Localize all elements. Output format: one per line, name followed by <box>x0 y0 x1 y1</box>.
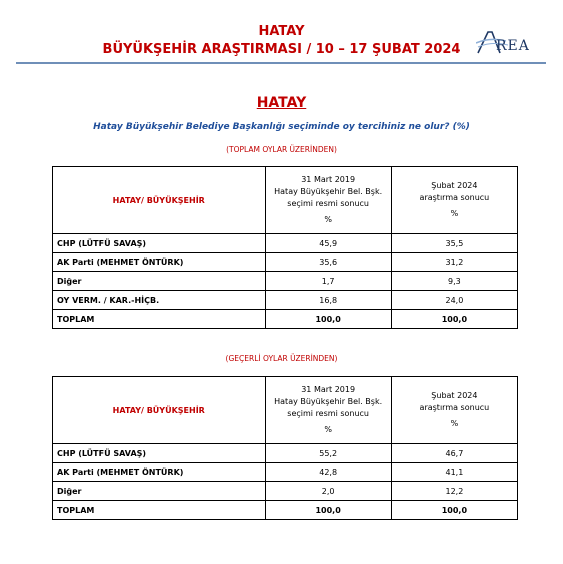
section-title: HATAY <box>256 95 307 111</box>
value-2024: 31,2 <box>391 253 517 272</box>
table-row <box>53 444 518 463</box>
value-2019: 45,9 <box>265 234 391 253</box>
row-label: CHP (LÜTFÜ SAVAŞ) <box>53 444 266 463</box>
value-2019: 100,0 <box>265 310 391 329</box>
value-2024: 9,3 <box>391 272 517 291</box>
col-header-2024-date: Şubat 2024 <box>431 391 478 400</box>
row-label: CHP (LÜTFÜ SAVAŞ) <box>53 234 266 253</box>
value-2024: 41,1 <box>391 463 517 482</box>
col-header-2019-desc: Hatay Büyükşehir Bel. Bşk. <box>274 187 383 196</box>
header-divider <box>16 62 546 64</box>
results-table-total-votes <box>52 166 518 329</box>
col-header-2024 <box>391 377 517 444</box>
col-header-2024-desc: araştırma sonucu <box>419 403 490 412</box>
value-2019: 16,8 <box>265 291 391 310</box>
value-2019: 55,2 <box>265 444 391 463</box>
table-total-row <box>53 501 518 520</box>
row-label: AK Parti (MEHMET ÖNTÜRK) <box>53 253 266 272</box>
table-row <box>53 272 518 291</box>
col-header-2019 <box>265 167 391 234</box>
value-2024: 24,0 <box>391 291 517 310</box>
col-header-2019 <box>265 377 391 444</box>
table-row <box>53 234 518 253</box>
value-2024: 35,5 <box>391 234 517 253</box>
row-label: Diğer <box>53 272 266 291</box>
value-2019: 2,0 <box>265 482 391 501</box>
table-row <box>53 291 518 310</box>
value-2024: 100,0 <box>391 501 517 520</box>
row-label: TOPLAM <box>53 501 266 520</box>
table-row <box>53 253 518 272</box>
survey-question: Hatay Büyükşehir Belediye Başkanlığı seçiminde oy tercihiniz ne olur? (%) <box>93 122 470 132</box>
row-label: OY VERM. / KAR.-HİÇB. <box>53 291 266 310</box>
row-header-label: HATAY/ BÜYÜKŞEHİR <box>53 377 266 444</box>
value-2019: 1,7 <box>265 272 391 291</box>
report-title-line1: HATAY <box>258 24 305 39</box>
table-row <box>53 482 518 501</box>
table-row <box>53 463 518 482</box>
col-header-2019-unit: % <box>324 215 332 224</box>
value-2024: 100,0 <box>391 310 517 329</box>
row-label: TOPLAM <box>53 310 266 329</box>
col-header-2024-unit: % <box>450 209 459 218</box>
table-header-row <box>53 377 518 444</box>
value-2019: 100,0 <box>265 501 391 520</box>
value-2024: 46,7 <box>391 444 517 463</box>
col-header-2024-date: Şubat 2024 <box>431 181 478 190</box>
report-title-line2: BÜYÜKŞEHİR ARAŞTIRMASI / 10 – 17 ŞUBAT 2024 <box>102 42 461 57</box>
table-header-row <box>53 167 518 234</box>
table1-basis-note: (TOPLAM OYLAR ÜZERİNDEN) <box>226 145 337 154</box>
value-2019: 42,8 <box>265 463 391 482</box>
results-table-valid-votes <box>52 376 518 520</box>
col-header-2019-desc: Hatay Büyükşehir Bel. Bşk. <box>274 397 383 406</box>
row-header-label: HATAY/ BÜYÜKŞEHİR <box>53 167 266 234</box>
table2-basis-note: (GEÇERLİ OYLAR ÜZERİNDEN) <box>225 354 338 363</box>
col-header-2019-date: 31 Mart 2019 <box>301 175 356 184</box>
col-header-2024-desc: araştırma sonucu <box>419 193 490 202</box>
col-header-2024 <box>391 167 517 234</box>
row-label: Diğer <box>53 482 266 501</box>
col-header-2019-date: 31 Mart 2019 <box>301 385 356 394</box>
col-header-2019-desc2: seçimi resmi sonucu <box>287 199 369 208</box>
value-2024: 12,2 <box>391 482 517 501</box>
col-header-2019-unit: % <box>324 425 332 434</box>
value-2019: 35,6 <box>265 253 391 272</box>
col-header-2019-desc2: seçimi resmi sonucu <box>287 409 369 418</box>
logo-wordmark: REA <box>496 38 530 54</box>
table-total-row <box>53 310 518 329</box>
row-label: AK Parti (MEHMET ÖNTÜRK) <box>53 463 266 482</box>
col-header-2024-unit: % <box>450 419 459 428</box>
